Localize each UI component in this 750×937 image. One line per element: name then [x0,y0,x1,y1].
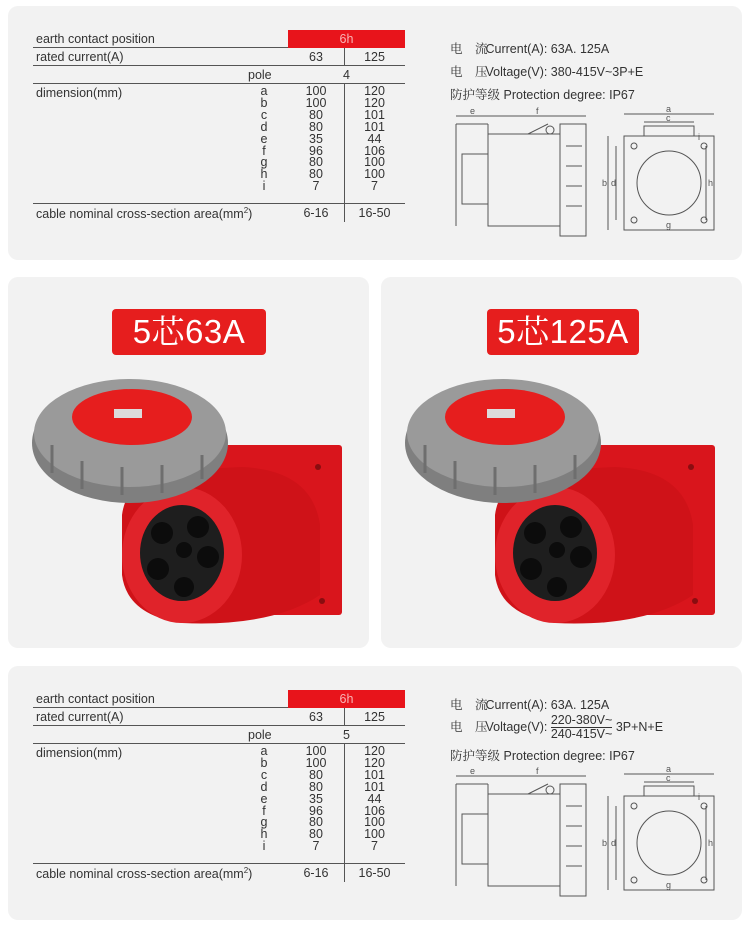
pole-label: pole [248,728,272,742]
dimension-63: 100 100 80 80 35 96 80 80 7 [305,84,327,194]
cable-63: 6-16 [303,206,329,220]
cable-125: 16-50 [358,206,391,220]
dimension-row [33,84,405,204]
product-title-125a: 5芯125A [487,309,639,355]
spec-table [33,690,405,882]
svg-text:i: i [698,132,700,142]
cable-125: 16-50 [358,866,391,880]
dimension-letters: a b c d e f g h i [260,84,268,194]
rated-row [33,48,405,66]
voltage-line: 电 压 Voltage(V): 380-415V~3P+E [450,65,644,79]
product-panel-125a [381,277,742,648]
earth-value: 6h [288,690,405,708]
rated-63: 63 [309,710,323,724]
pole-row [33,726,405,744]
dimension-drawing [448,766,728,901]
earth-label: earth contact position [36,692,155,706]
voltage-line: 电 压 Voltage(V): $\frac{220-380V\sim}{240-415V\sim} 3P+N+E$ [450,713,664,741]
pole-value: 5 [343,728,350,742]
dimension-125: 120 120 101 101 44 106 100 100 7 [364,744,385,854]
cable-label: cable nominal cross-section $area(mm^2)$ [36,866,253,882]
earth-row [33,30,405,48]
svg-text:b: b [602,838,608,848]
current-line: 电 流 Current(A): 63A. 125A [450,42,610,56]
dimension-drawing [448,106,728,241]
protection-line: 防护等级 Protection degree: IP67 [450,88,635,102]
product-title-63a: 5芯63A [112,309,266,355]
earth-row [33,690,405,708]
rated-63: 63 [309,50,323,64]
rated-row [33,708,405,726]
dimension-63: 100 100 80 80 35 96 80 80 7 [305,744,327,854]
svg-text:a: a [666,106,672,114]
cable-row [33,204,405,222]
svg-text:a: a [666,766,672,774]
cable-row [33,864,405,882]
spec-panel-bottom [8,666,742,920]
product-panel-63a [8,277,369,648]
socket-image-63a [22,375,352,625]
svg-text:e: e [470,766,476,776]
spec-table [33,30,405,222]
svg-text:b: b [602,178,608,188]
svg-text:c: c [666,113,671,123]
pole-label: pole [248,68,272,82]
rated-label: rated current(A) [36,710,124,724]
svg-text:i: i [698,792,700,802]
spec-panel-top [8,6,742,260]
current-line: 电 流 Current(A): 63A. 125A [450,698,610,712]
earth-value: 6h [288,30,405,48]
cable-63: 6-16 [303,866,329,880]
rated-125: 125 [364,50,385,64]
pole-value: 4 [343,68,350,82]
svg-text:d: d [611,178,617,188]
earth-label: earth contact position [36,32,155,46]
dimension-row [33,744,405,864]
dimension-label: dimension(mm) [36,746,123,760]
svg-text:g: g [666,880,672,890]
svg-text:h: h [708,838,714,848]
svg-text:d: d [611,838,617,848]
svg-text:c: c [666,773,671,783]
svg-text:g: g [666,220,672,230]
pole-row [33,66,405,84]
voltage-fraction: $\frac{220-380V\sim}{240-415V\sim}$ [550,713,613,741]
protection-line: 防护等级 Protection degree: IP67 [450,749,635,763]
svg-text:h: h [708,178,714,188]
socket-image-125a [395,375,725,625]
svg-text:f: f [536,106,539,116]
dimension-label: dimension(mm) [36,86,123,100]
svg-text:e: e [470,106,476,116]
rated-125: 125 [364,710,385,724]
cable-label: cable nominal cross-section $area(mm^2)$ [36,206,253,222]
dimension-letters: a b c d e f g h i [260,744,268,854]
rated-label: rated current(A) [36,50,124,64]
dimension-125: 120 120 101 101 44 106 100 100 7 [364,84,385,194]
svg-text:f: f [536,766,539,776]
